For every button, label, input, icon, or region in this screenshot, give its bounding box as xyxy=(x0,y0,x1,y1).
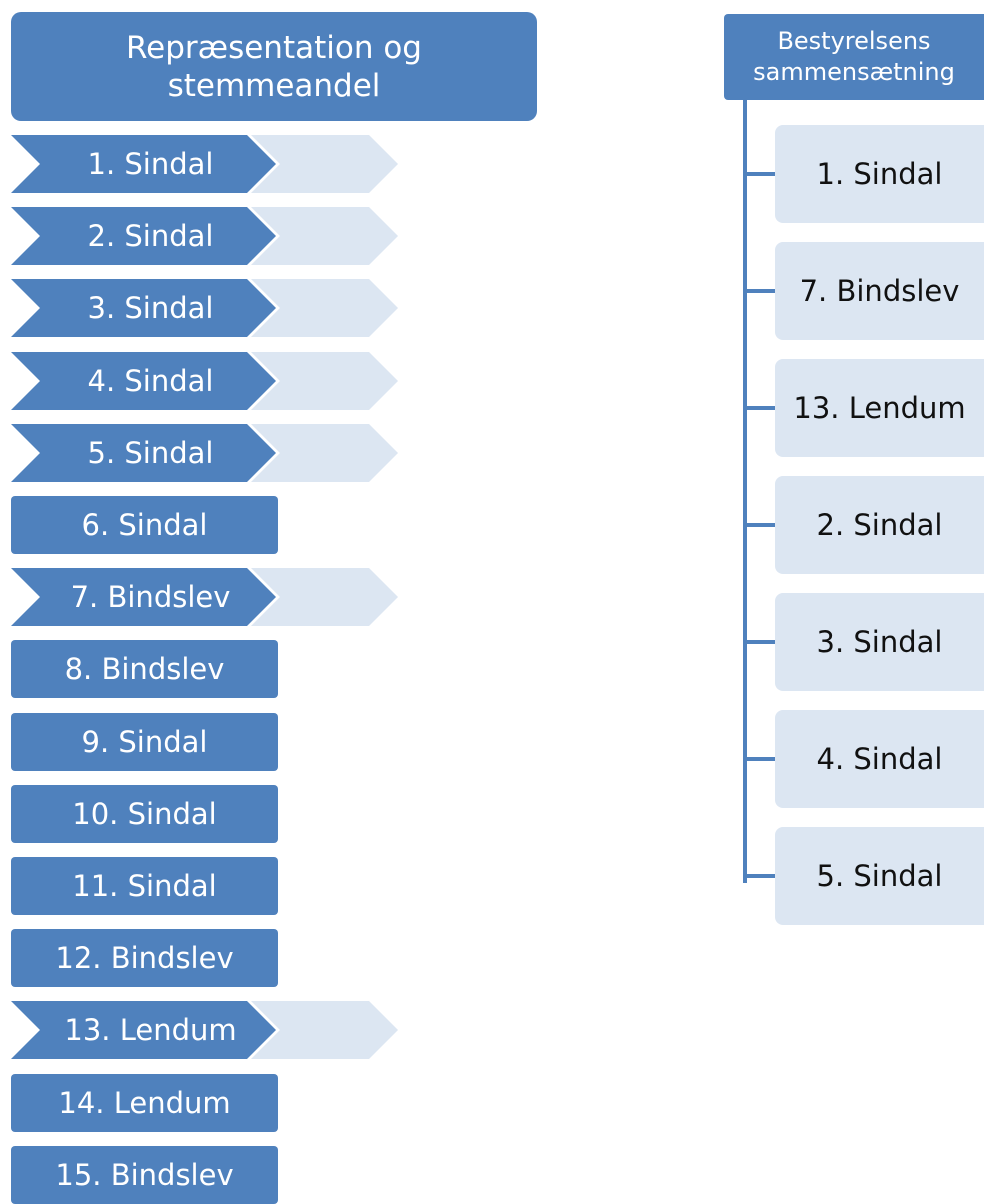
representation-row xyxy=(11,207,398,265)
board-title-line2: sammensætning xyxy=(753,58,955,86)
board-connector-tick xyxy=(743,172,775,176)
representation-member-label: 15. Bindslev xyxy=(55,1158,234,1192)
board-member-label: 5. Sindal xyxy=(816,859,943,893)
representation-member-label: 11. Sindal xyxy=(72,869,217,903)
representation-row xyxy=(11,135,398,193)
board-member-label: 13. Lendum xyxy=(793,391,966,425)
representation-row xyxy=(11,352,398,410)
board-connector-tick xyxy=(743,874,775,878)
board-member-box xyxy=(775,593,984,691)
representation-member-label: 4. Sindal xyxy=(87,364,214,398)
representation-member-label: 5. Sindal xyxy=(87,436,214,470)
representation-row xyxy=(11,857,398,915)
board-connector-spine xyxy=(743,100,747,883)
representation-row xyxy=(11,1001,398,1059)
representation-row xyxy=(11,496,398,554)
representation-member-label: 8. Bindslev xyxy=(64,652,225,686)
board-connector-tick xyxy=(743,640,775,644)
board-member-label: 7. Bindslev xyxy=(799,274,960,308)
board-title xyxy=(724,14,984,100)
representation-member-label: 3. Sindal xyxy=(87,291,214,325)
representation-member-label: 9. Sindal xyxy=(81,725,208,759)
representation-member-label: 13. Lendum xyxy=(64,1013,237,1047)
representation-row xyxy=(11,1074,398,1132)
board-member-box xyxy=(775,242,984,340)
representation-member-label: 2. Sindal xyxy=(87,219,214,253)
representation-member-label: 6. Sindal xyxy=(81,508,208,542)
board-connector-tick xyxy=(743,289,775,293)
board-member-label: 2. Sindal xyxy=(816,508,943,542)
board-connector-tick xyxy=(743,523,775,527)
board-member-box xyxy=(775,827,984,925)
board-connector-tick xyxy=(743,406,775,410)
board-member-label: 4. Sindal xyxy=(816,742,943,776)
representation-row xyxy=(11,568,398,626)
representation-title-text: Repræsentation og stemmeandel xyxy=(126,29,422,104)
board-connector-tick xyxy=(743,757,775,761)
representation-member-label: 10. Sindal xyxy=(72,797,217,831)
representation-member-label: 7. Bindslev xyxy=(70,580,231,614)
representation-row xyxy=(11,713,398,771)
representation-row xyxy=(11,640,398,698)
board-member-box xyxy=(775,125,984,223)
board-member-box xyxy=(775,710,984,808)
representation-row xyxy=(11,279,398,337)
representation-row xyxy=(11,424,398,482)
representation-member-label: 1. Sindal xyxy=(87,147,214,181)
board-title-line1: Bestyrelsens xyxy=(777,27,931,55)
representation-member-label: 12. Bindslev xyxy=(55,941,234,975)
board-member-label: 3. Sindal xyxy=(816,625,943,659)
representation-row xyxy=(11,929,398,987)
board-member-label: 1. Sindal xyxy=(816,157,943,191)
board-member-box xyxy=(775,359,984,457)
board-member-box xyxy=(775,476,984,574)
representation-row xyxy=(11,1146,398,1204)
representation-title xyxy=(11,12,537,121)
representation-member-label: 14. Lendum xyxy=(58,1086,231,1120)
representation-row xyxy=(11,785,398,843)
